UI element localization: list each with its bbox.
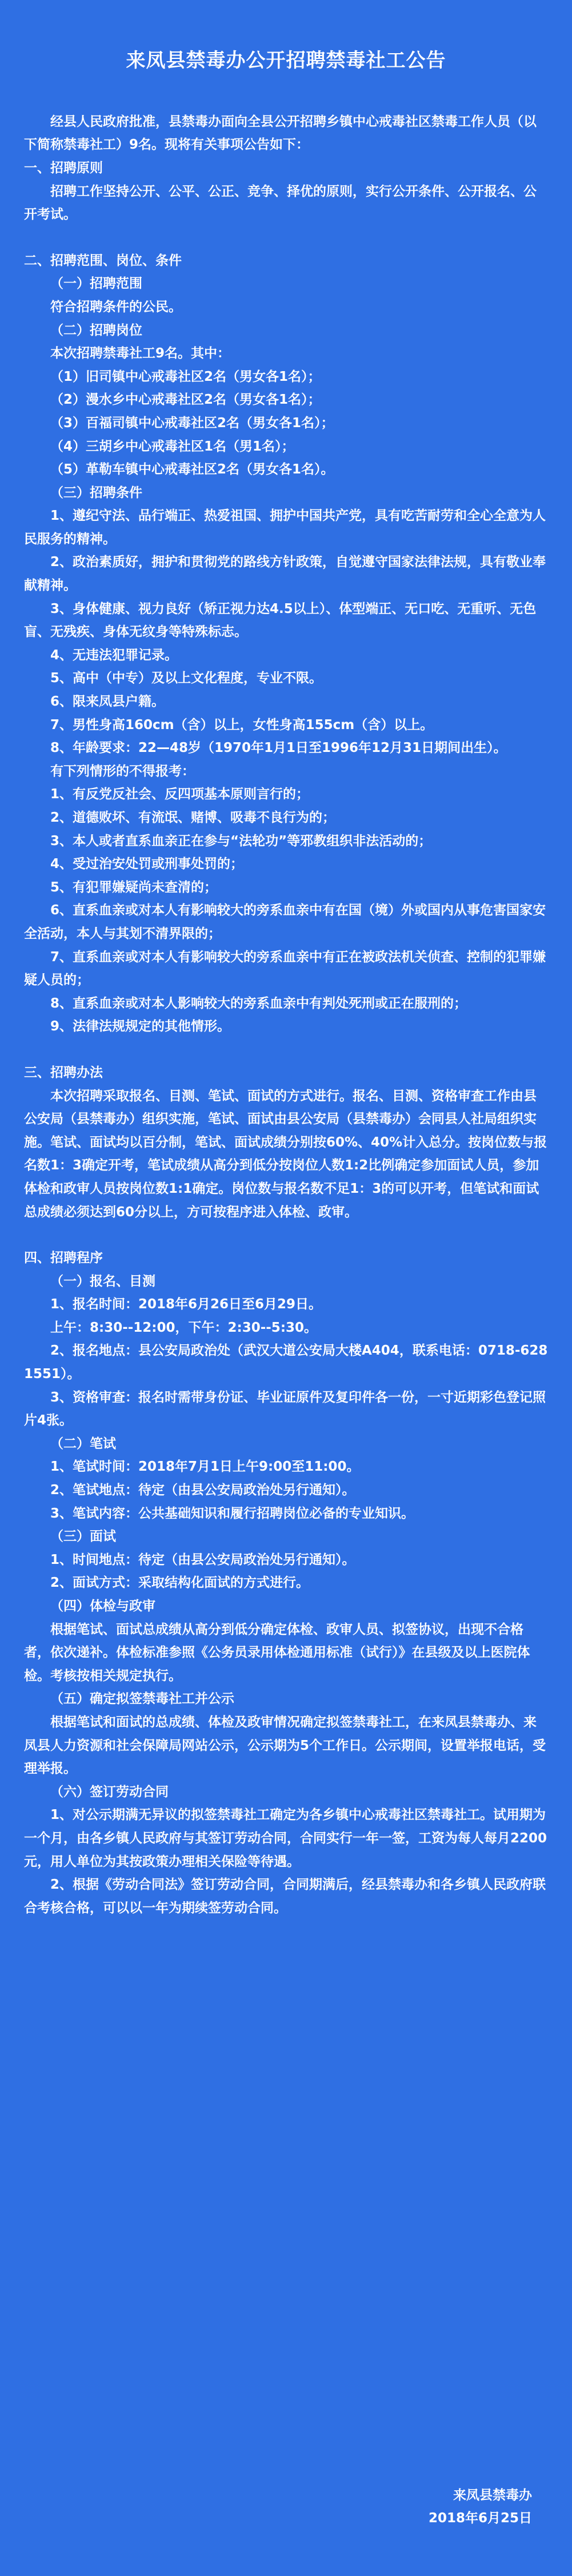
section-2-sub3: （三）招聘条件: [50, 485, 142, 500]
condition-item: 3、身体健康、视力良好（矫正视力达4.5以上）、体型端正、无口吃、无重听、无色盲、无残疾、身体无纹身等特殊标志。: [24, 601, 537, 640]
section-4-sub5: （五）确定拟签禁毒社工并公示: [50, 1691, 234, 1707]
section-4-sub6: （六）签订劳动合同: [50, 1784, 169, 1799]
section-2-sub2: （二）招聘岗位: [50, 323, 142, 338]
section-1-text: 招聘工作坚持公开、公平、公正、竞争、择优的原则，实行公开条件、公开报名、公开考试。: [24, 184, 537, 222]
section-4-heading: 四、招聘程序: [24, 1251, 103, 1266]
section-2-heading: 二、招聘范围、岗位、条件: [24, 253, 182, 268]
written-exam-item: 3、笔试内容：公共基础知识和履行招聘岗位必备的专业知识。: [50, 1506, 415, 1521]
exclusion-item: 6、直系血亲或对本人有影响较大的旁系血亲中有在国（境）外或国内从事危害国家安全活动，本人与其划不清界限的；: [24, 903, 546, 941]
registration-item: 上午：8:30--12:00，下午：2:30--5:30。: [50, 1320, 318, 1335]
written-exam-item: 1、笔试时间：2018年7月1日上午9:00至11:00。: [50, 1459, 360, 1475]
contract-item: 2、根据《劳动合同法》签订劳动合同，合同期满后，经县禁毒办和各乡镇人民政府联合考核合格，可以以一年为期续签劳动合同。: [24, 1877, 546, 1916]
condition-item: 1、遵纪守法、品行端正、热爱祖国、拥护中国共产党，具有吃苦耐劳和全心全意为人民服务的精神。: [24, 508, 546, 547]
signature-org: 来凤县禁毒办: [453, 2487, 532, 2503]
exclusion-item: 4、受过治安处罚或刑事处罚的；: [50, 857, 244, 872]
exclusion-item: 7、直系血亲或对本人有影响较大的旁系血亲中有正在被政法机关侦查、控制的犯罪嫌疑人员的；: [24, 949, 546, 988]
condition-item: 6、限来凤县户籍。: [50, 694, 165, 710]
written-exam-item: 2、笔试地点：待定（由县公安局政治处另行通知）。: [50, 1483, 355, 1498]
condition-item: 2、政治素质好，拥护和贯彻党的路线方针政策，自觉遵守国家法律法规，具有敬业奉献精神。: [24, 555, 546, 594]
condition-item: 7、男性身高160cm（含）以上，女性身高155cm（含）以上。: [50, 717, 434, 732]
condition-item: 5、高中（中专）及以上文化程度，专业不限。: [50, 671, 323, 686]
section-4-sub3: （三）面试: [50, 1529, 116, 1544]
registration-item: 1、报名时间：2018年6月26日至6月29日。: [50, 1297, 322, 1312]
section-4-sub4-text: 根据笔试、面试总成绩从高分到低分确定体检、政审人员、拟签协议，出现不合格者，依次递补。体检标准参照《公务员录用体检通用标准（试行）》在县级及以上医院体检。考核按相关规定执行。: [24, 1622, 530, 1683]
condition-item: 4、无违法犯罪记录。: [50, 647, 178, 663]
exclusion-item: 3、本人或者直系血亲正在参与“法轮功”等邪教组织非法活动的；: [50, 833, 432, 849]
exclusion-item: 9、法律法规规定的其他情形。: [50, 1019, 231, 1034]
section-4-sub4: （四）体检与政审: [50, 1599, 155, 1614]
post-item: （5）革勒车镇中心戒毒社区2名（男女各1名）。: [50, 462, 334, 477]
page-title: 来凤县禁毒办公开招聘禁毒社工公告: [126, 49, 446, 72]
section-3-heading: 三、招聘办法: [24, 1065, 103, 1080]
interview-item: 1、时间地点：待定（由县公安局政治处另行通知）。: [50, 1552, 355, 1567]
condition-item: 8、年龄要求：22—48岁（1970年1月1日至1996年12月31日期间出生）。: [50, 740, 507, 756]
exclusion-heading: 有下列情形的不得报考：: [50, 763, 195, 779]
section-4-sub2: （二）笔试: [50, 1436, 116, 1451]
post-item: （1）旧司镇中心戒毒社区2名（男女各1名）；: [50, 369, 321, 384]
signature-date: 2018年6月25日: [428, 2511, 532, 2526]
post-item: （4）三胡乡中心戒毒社区1名（男1名）；: [50, 439, 295, 454]
exclusion-item: 5、有犯罪嫌疑尚未查清的；: [50, 879, 218, 895]
section-2-sub2-text: 本次招聘禁毒社工9名。其中：: [50, 346, 231, 361]
interview-item: 2、面试方式：采取结构化面试的方式进行。: [50, 1575, 310, 1591]
section-1-heading: 一、招聘原则: [24, 160, 103, 176]
exclusion-item: 2、道德败坏、有流氓、赌博、吸毒不良行为的；: [50, 810, 336, 826]
section-3-text: 本次招聘采取报名、目测、笔试、面试的方式进行。报名、目测、资格审查工作由县公安局（县禁毒办）组织实施，笔试、面试由县公安局（县禁毒办）会同县人社局组织实施。笔试、面试均以百分制，笔试、面试成绩分别按60%、40%计入总分。按岗位数与报名数1：3确定开考，笔试成绩从高分到低分按岗位人数1:2比例确定参加面试人员，参加体检和政审人员按岗位数1:1确定。岗位数与报名数不足1：3的可以开考，但笔试和面试总成绩必须达到60分以上，方可按程序进入体检、政审。: [24, 1088, 547, 1220]
registration-item: 3、资格审查：报名时需带身份证、毕业证原件及复印件各一份，一寸近期彩色登记照片4张。: [24, 1389, 546, 1428]
signature-block: [429, 2484, 532, 2530]
post-item: （3）百福司镇中心戒毒社区2名（男女各1名）；: [50, 415, 334, 431]
section-2-sub1-text: 符合招聘条件的公民。: [50, 299, 182, 314]
intro-paragraph: 经县人民政府批准，县禁毒办面向全县公开招聘乡镇中心戒毒社区禁毒工作人员（以下简称禁毒社工）9名。现将有关事项公告如下：: [24, 114, 537, 153]
exclusion-item: 1、有反党反社会、反四项基本原则言行的；: [50, 787, 310, 802]
section-2-sub1: （一）招聘范围: [50, 276, 142, 292]
contract-item: 1、对公示期满无异议的拟签禁毒社工确定为各乡镇中心戒毒社区禁毒社工。试用期为一个月，由各乡镇人民政府与其签订劳动合同，合同实行一年一签，工资为每人每月2200元，用人单位为其按政策办理相关保险等待遇。: [24, 1807, 547, 1869]
section-4-sub5-text: 根据笔试和面试的总成绩、体检及政审情况确定拟签禁毒社工，在来凤县禁毒办、来凤县人力资源和社会保障局网站公示，公示期为5个工作日。公示期间，设置举报电话，受理举报。: [24, 1714, 546, 1777]
exclusion-item: 8、直系血亲或对本人影响较大的旁系血亲中有判处死刑或正在服刑的；: [50, 996, 467, 1011]
section-4-sub1: （一）报名、目测: [50, 1273, 155, 1289]
post-item: （2）漫水乡中心戒毒社区2名（男女各1名）；: [50, 392, 321, 408]
registration-item: 2、报名地点：县公安局政治处（武汉大道公安局大楼A404，联系电话：0718-6281551）。: [24, 1343, 548, 1382]
